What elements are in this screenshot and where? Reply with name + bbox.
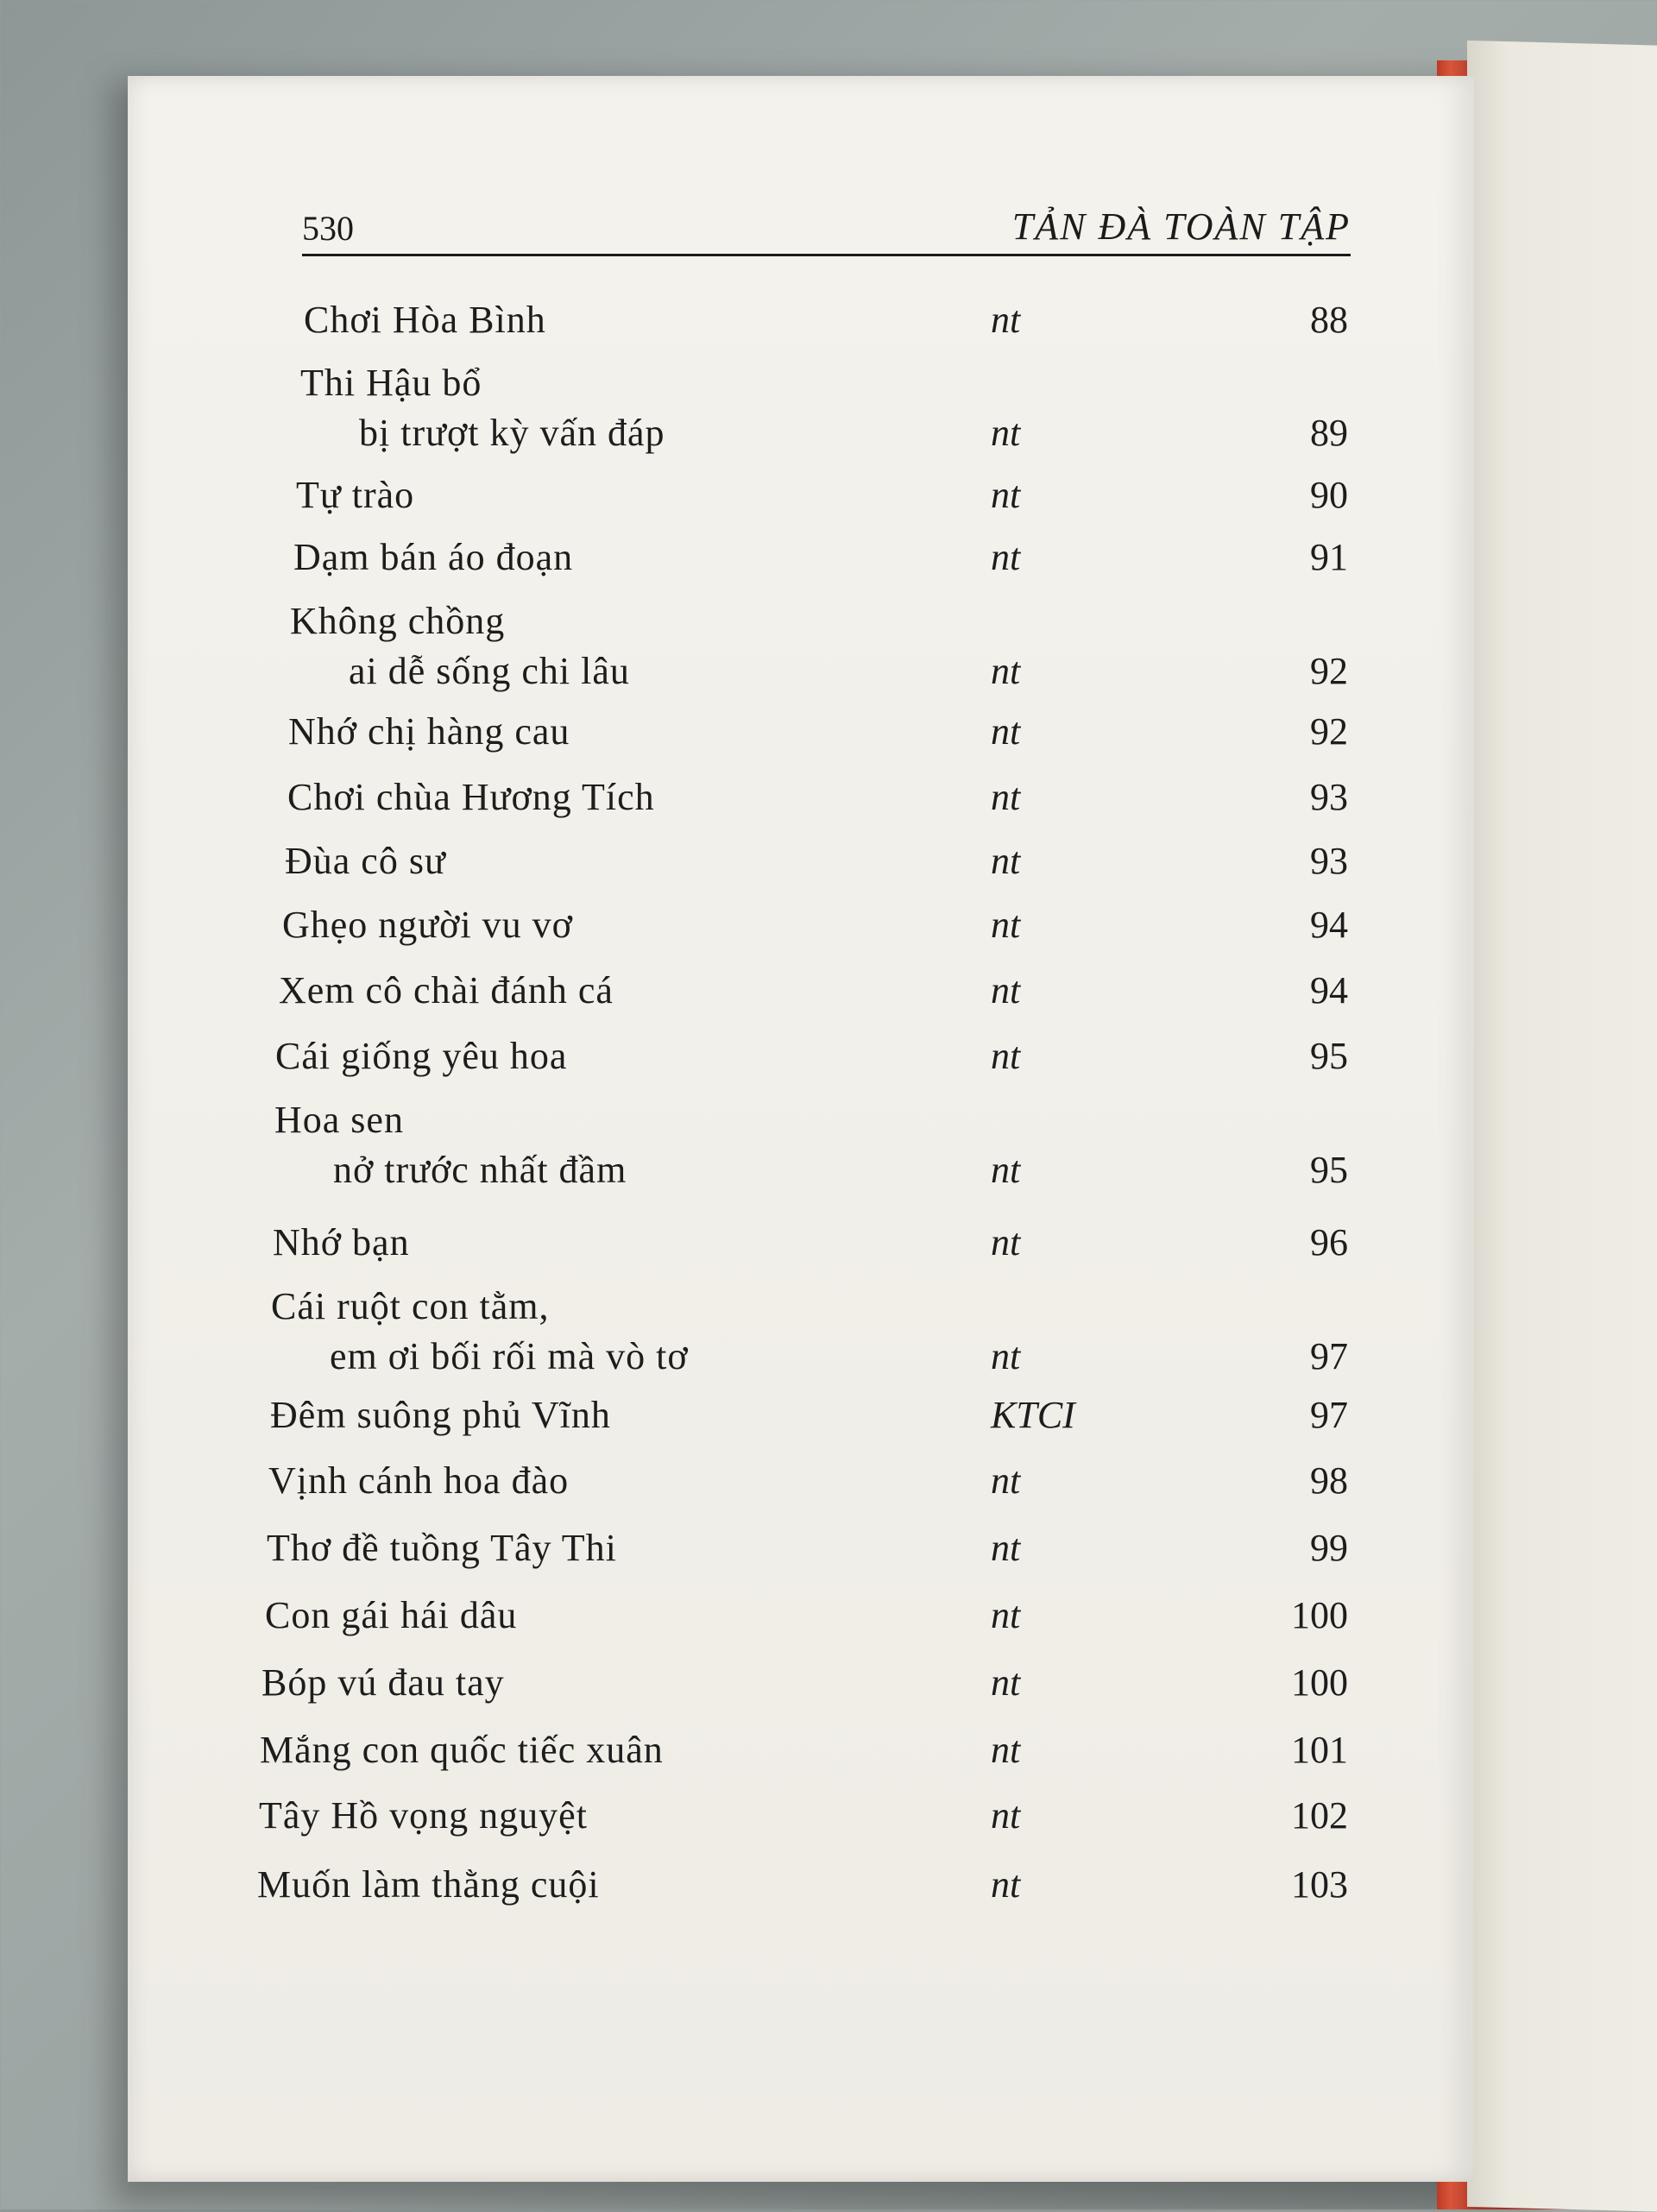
entry-title: Chơi chùa Hương Tích xyxy=(287,776,655,818)
entry-source: nt xyxy=(991,474,1021,516)
toc-entry xyxy=(265,1593,1348,1645)
toc-entry xyxy=(293,535,1348,587)
entry-source: nt xyxy=(991,776,1021,818)
toc-entry xyxy=(287,775,1348,827)
entry-title-continued: ai dễ sống chi lâu xyxy=(349,650,630,692)
entry-source: nt xyxy=(991,1527,1021,1569)
entry-source: nt xyxy=(991,1221,1021,1264)
toc-entry xyxy=(275,1034,1348,1086)
entry-source: nt xyxy=(991,650,1021,692)
entry-source: nt xyxy=(991,1729,1021,1771)
entry-title: Đêm suông phủ Vĩnh xyxy=(270,1394,611,1436)
entry-title: Chơi Hòa Bình xyxy=(304,299,546,341)
entry-title: Nhớ bạn xyxy=(273,1221,410,1264)
entry-title: Vịnh cánh hoa đào xyxy=(268,1459,570,1502)
entry-page-number: 100 xyxy=(1291,1661,1348,1704)
toc-entry xyxy=(270,1393,1348,1445)
entry-page-number: 99 xyxy=(1310,1527,1348,1569)
entry-page-number: 101 xyxy=(1291,1729,1348,1771)
toc-entry xyxy=(288,709,1348,761)
toc-entry xyxy=(267,1526,1348,1578)
entry-page-number: 95 xyxy=(1310,1149,1348,1191)
entry-title: Hoa sen xyxy=(274,1099,404,1141)
entry-source: nt xyxy=(991,1594,1021,1636)
entry-page-number: 97 xyxy=(1310,1394,1348,1436)
entry-page-number: 102 xyxy=(1291,1794,1348,1837)
toc-entry xyxy=(290,599,1348,692)
entry-title-continued: bị trượt kỳ vấn đáp xyxy=(359,412,665,454)
entry-title: Muốn làm thằng cuội xyxy=(257,1863,600,1906)
entry-title: Thi Hậu bổ xyxy=(300,362,482,404)
entry-title-continued: em ơi bối rối mà vò tơ xyxy=(330,1335,689,1377)
entry-title: Đùa cô sư xyxy=(285,840,446,882)
entry-source: nt xyxy=(991,1335,1021,1377)
entry-page-number: 100 xyxy=(1291,1594,1348,1636)
toc-entry xyxy=(261,1661,1348,1712)
entry-title: Xem cô chài đánh cá xyxy=(279,969,614,1011)
entry-title: Tây Hồ vọng nguyệt xyxy=(259,1794,588,1837)
entry-title: Mắng con quốc tiếc xuân xyxy=(260,1729,664,1771)
entry-page-number: 90 xyxy=(1310,474,1348,516)
entry-source: nt xyxy=(991,904,1021,946)
entry-page-number: 93 xyxy=(1310,776,1348,818)
entry-source: nt xyxy=(991,299,1021,341)
toc-entry xyxy=(296,473,1348,525)
entry-page-number: 92 xyxy=(1310,650,1348,692)
toc-entry xyxy=(279,968,1348,1020)
entry-source: nt xyxy=(991,1035,1021,1077)
entry-page-number: 92 xyxy=(1310,710,1348,753)
entry-source: nt xyxy=(991,1459,1021,1502)
toc-entry xyxy=(274,1098,1348,1191)
entry-title: Dạm bán áo đoạn xyxy=(293,536,574,578)
entry-source: nt xyxy=(991,1661,1021,1704)
entry-title: Nhớ chị hàng cau xyxy=(288,710,570,753)
entry-page-number: 97 xyxy=(1310,1335,1348,1377)
toc-entry xyxy=(300,361,1348,454)
entry-source: nt xyxy=(991,710,1021,753)
toc-entry xyxy=(268,1459,1348,1510)
toc-entry xyxy=(271,1284,1348,1377)
toc-entry xyxy=(282,903,1348,955)
entry-title: Không chồng xyxy=(290,600,506,642)
entry-page-number: 103 xyxy=(1291,1863,1348,1906)
toc-entry xyxy=(273,1220,1348,1272)
entry-page-number: 96 xyxy=(1310,1221,1348,1264)
entry-page-number: 98 xyxy=(1310,1459,1348,1502)
toc-entry xyxy=(259,1793,1348,1845)
page-number: 530 xyxy=(302,209,354,248)
entry-title: Bóp vú đau tay xyxy=(261,1661,505,1704)
toc-entry xyxy=(285,839,1348,891)
entry-source: nt xyxy=(991,536,1021,578)
entry-title-continued: nở trước nhất đầm xyxy=(333,1149,627,1191)
entry-title: Cái giống yêu hoa xyxy=(275,1035,568,1077)
toc-entry xyxy=(257,1862,1348,1914)
entry-source: KTCI xyxy=(991,1394,1075,1436)
toc-entry xyxy=(260,1728,1348,1780)
entry-page-number: 89 xyxy=(1310,412,1348,454)
entry-page-number: 94 xyxy=(1310,904,1348,946)
entry-title: Tự trào xyxy=(296,474,415,516)
entry-source: nt xyxy=(991,1794,1021,1837)
entry-title: Con gái hái dâu xyxy=(265,1594,518,1636)
entry-source: nt xyxy=(991,1149,1021,1191)
book-title: TẢN ĐÀ TOÀN TẬP xyxy=(1011,205,1351,248)
entry-source: nt xyxy=(991,1863,1021,1906)
entry-page-number: 91 xyxy=(1310,536,1348,578)
entry-page-number: 95 xyxy=(1310,1035,1348,1077)
entry-title: Ghẹo người vu vơ xyxy=(282,904,573,946)
entry-title: Thơ đề tuồng Tây Thi xyxy=(267,1527,617,1569)
entry-page-number: 88 xyxy=(1310,299,1348,341)
entry-source: nt xyxy=(991,840,1021,882)
entry-source: nt xyxy=(991,969,1021,1011)
entry-source: nt xyxy=(991,412,1021,454)
entry-page-number: 94 xyxy=(1310,969,1348,1011)
toc-entry xyxy=(304,298,1348,350)
entry-title: Cái ruột con tằm, xyxy=(271,1285,550,1327)
entry-page-number: 93 xyxy=(1310,840,1348,882)
